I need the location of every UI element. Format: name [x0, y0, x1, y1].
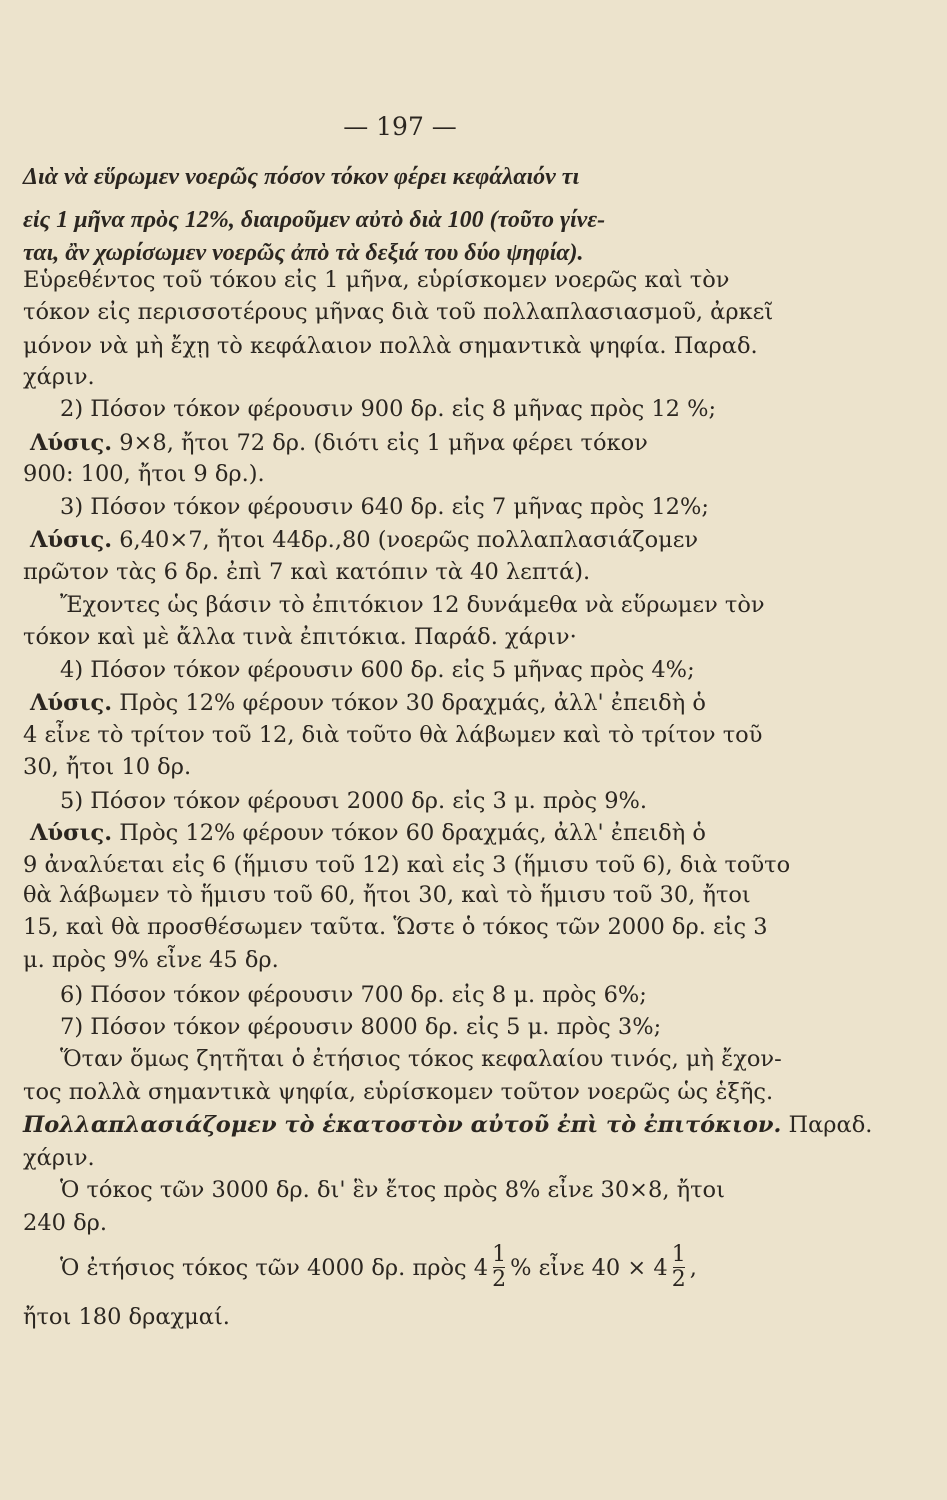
text-line-32: Ὁ τόκος τῶν 3000 δρ. δι' ἓν ἔτος πρὸς 8% εἶνε 30×8, ἤτοι: [60, 1177, 725, 1203]
rule-line: [23, 1110, 873, 1140]
text-line-25: μ. πρὸς 9% εἶνε 45 δρ.: [23, 947, 279, 973]
solution-2: [30, 428, 790, 458]
fraction-numerator: 1: [492, 1241, 507, 1267]
text-line-4: Εὑρεθέντος τοῦ τόκου εἰς 1 μῆνα, εὑρίσκομεν νοερῶς καὶ τὸν: [23, 267, 730, 293]
fraction-numerator: 1: [671, 1241, 686, 1267]
text-line-24: 15, καὶ θὰ προσθέσωμεν ταῦτα. Ὥστε ὁ τόκος τῶν 2000 δρ. εἰς 3: [23, 914, 768, 940]
problem-4: 4) Πόσον τόκον φέρουσιν 600 δρ. εἰς 5 μῆνας πρὸς 4%;: [60, 657, 695, 683]
solution-3: [30, 525, 790, 555]
solution-label: Λύσις.: [30, 690, 113, 716]
fraction-line-part-c: ,: [689, 1255, 697, 1281]
solution-5: [30, 818, 790, 848]
solution-label: Λύσις.: [30, 430, 113, 456]
solution-4: [30, 688, 790, 718]
rule-tail: Παραδ.: [781, 1112, 873, 1138]
text-line-14: Ἔχοντες ὡς βάσιν τὸ ἐπιτόκιον 12 δυνάμεθα νὰ εὕρωμεν τὸν: [60, 592, 765, 618]
text-line-2: εἰς 1 μῆνα πρὸς 12%, διαιροῦμεν αὐτὸ διὰ 100 (τοῦτο γίνε-: [23, 207, 606, 233]
rule-statement: Πολλαπλασιάζομεν τὸ ἑκατοστὸν αὐτοῦ ἐπὶ τὸ ἐπιτόκιον.: [23, 1112, 782, 1138]
fraction-denominator: 2: [671, 1266, 686, 1292]
text-line-3: ται, ἂν χωρίσωμεν νοερῶς ἀπὸ τὰ δεξιά του δύο ψηφία).: [23, 240, 584, 266]
text-line-7: χάριν.: [23, 364, 95, 390]
problem-2: 2) Πόσον τόκον φέρουσιν 900 δρ. εἰς 8 μῆνας πρὸς 12 %;: [60, 396, 717, 422]
problem-3: 3) Πόσον τόκον φέρουσιν 640 δρ. εἰς 7 μῆνας πρὸς 12%;: [60, 494, 709, 520]
fraction-line-part-b: % εἶνε 40 × 4: [510, 1255, 668, 1281]
solution-text: 9×8, ἤτοι 72 δρ. (διότι εἰς 1 μῆνα φέρει τόκον: [112, 430, 648, 456]
fraction-line-part-a: Ὁ ἐτήσιος τόκος τῶν 4000 δρ. πρὸς 4: [60, 1255, 489, 1281]
text-line-23: θὰ λάβωμεν τὸ ἥμισυ τοῦ 60, ἤτοι 30, καὶ τὸ ἥμισυ τοῦ 30, ἤτοι: [23, 882, 751, 908]
text-line-22: 9 ἀναλύεται εἰς 6 (ἥμισυ τοῦ 12) καὶ εἰς 3 (ἥμισυ τοῦ 6), διὰ τοῦτο: [23, 852, 791, 878]
fraction-denominator: 2: [492, 1266, 507, 1292]
text-line-29: τος πολλὰ σημαντικὰ ψηφία, εὑρίσκομεν τοῦτον νοερῶς ὡς ἑξῆς.: [23, 1079, 774, 1105]
text-line-13: πρῶτον τὰς 6 δρ. ἐπὶ 7 καὶ κατόπιν τὰ 40 λεπτά).: [23, 559, 591, 585]
fraction-one-half: [672, 1243, 686, 1292]
text-line-28: Ὅταν ὅμως ζητῆται ὁ ἐτήσιος τόκος κεφαλαίου τινός, μὴ ἔχον-: [60, 1046, 782, 1072]
text-line-19: 30, ἤτοι 10 δρ.: [23, 754, 192, 780]
fraction-line: [60, 1242, 820, 1294]
text-line-last: ἤτοι 180 δραχμαί.: [23, 1304, 230, 1330]
solution-label: Λύσις.: [30, 820, 113, 846]
text-line-33: 240 δρ.: [23, 1210, 108, 1236]
page-number: — 197 —: [343, 112, 457, 141]
problem-5: 5) Πόσον τόκον φέρουσι 2000 δρ. εἰς 3 μ. πρὸς 9%.: [60, 788, 648, 814]
problem-6: 6) Πόσον τόκον φέρουσιν 700 δρ. εἰς 8 μ. πρὸς 6%;: [60, 982, 647, 1008]
text-line-5: τόκον εἰς περισσοτέρους μῆνας διὰ τοῦ πολλαπλασιασμοῦ, ἀρκεῖ: [23, 299, 774, 325]
text-line-18: 4 εἶνε τὸ τρίτον τοῦ 12, διὰ τοῦτο θὰ λάβωμεν καὶ τὸ τρίτον τοῦ: [23, 722, 763, 748]
text-line-10: 900: 100, ἤτοι 9 δρ.).: [23, 461, 265, 487]
text-line-1: Διὰ νὰ εὕρωμεν νοερῶς πόσον τόκον φέρει κεφάλαιόν τι: [23, 164, 580, 190]
text-line-6: μόνον νὰ μὴ ἔχῃ τὸ κεφάλαιον πολλὰ σημαντικὰ ψηφία. Παραδ.: [23, 333, 758, 359]
solution-text: Πρὸς 12% φέρουν τόκον 30 δραχμάς, ἀλλ' ἐπειδὴ ὁ: [112, 690, 706, 716]
text-line-31: χάριν.: [23, 1145, 95, 1171]
fraction-one-half: [492, 1243, 506, 1292]
problem-7: 7) Πόσον τόκον φέρουσιν 8000 δρ. εἰς 5 μ. πρὸς 3%;: [60, 1014, 662, 1040]
solution-text: Πρὸς 12% φέρουν τόκον 60 δραχμάς, ἀλλ' ἐπειδὴ ὁ: [112, 820, 706, 846]
solution-label: Λύσις.: [30, 527, 113, 553]
text-line-15: τόκον καὶ μὲ ἄλλα τινὰ ἐπιτόκια. Παράδ. χάριν·: [23, 624, 577, 650]
solution-text: 6,40×7, ἤτοι 44δρ.,80 (νοερῶς πολλαπλασιάζομεν: [112, 527, 699, 553]
